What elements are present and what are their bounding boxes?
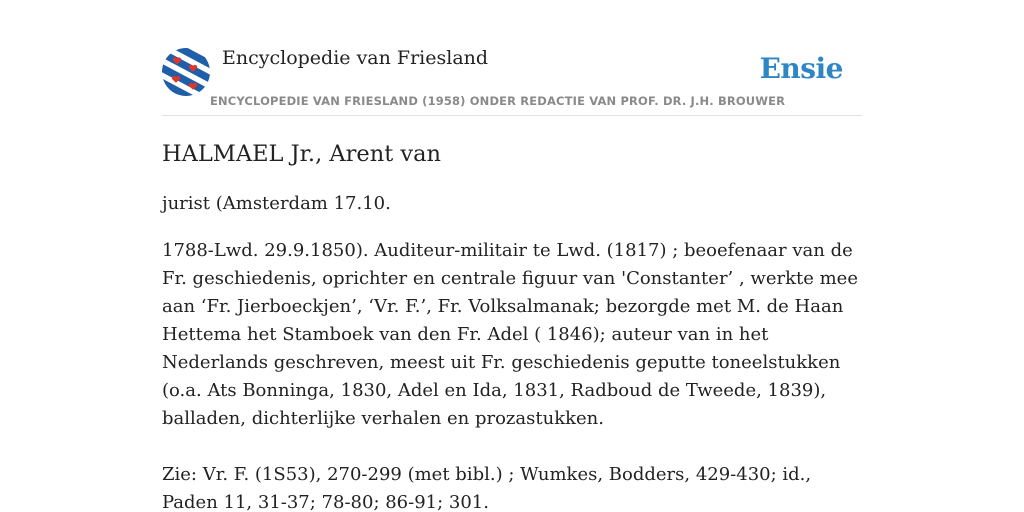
entry-references: Zie: Vr. F. (1S53), 270-299 (met bibl.) ; Wumkes, Bodders, 429-430; id., Paden 11, 31-37; 78-80; 86-91; 301. [162, 464, 812, 512]
entry-intro: jurist (Amsterdam 17.10. [162, 193, 391, 214]
site-header [162, 44, 862, 116]
site-name-link[interactable]: Encyclopedie van Friesland [222, 47, 489, 69]
article [162, 138, 862, 512]
ensie-brand-link[interactable]: Ensie [759, 52, 843, 85]
header-divider [162, 115, 862, 116]
encyclopedia-subtitle: ENCYCLOPEDIE VAN FRIESLAND (1958) ONDER REDACTIE VAN PROF. DR. J.H. BROUWER [210, 94, 786, 108]
frisian-flag-icon[interactable] [162, 48, 210, 96]
entry-title: HALMAEL Jr., Arent van [162, 141, 441, 167]
entry-body: 1788-Lwd. 29.9.1850). Auditeur-militair te Lwd. (1817) ; beoefenaar van de Fr. geschiedenis, oprichter en centrale figuur van 'Constanter’ , werkte mee aan ‘Fr. Jierboeckjen’, ‘Vr. F.’, Fr. Volksalmanak; bezorgde met M. de Haan Hettema het Stamboek van den Fr. Adel ( 1846); auteur van in het Nederlands geschreven, meest uit Fr. geschiedenis geputte toneelstukken (o.a. Ats Bonninga, 1830, Adel en Ida, 1831, Radboud de Tweede, 1839), balladen, dichterlijke verhalen en prozastukken. [162, 240, 858, 429]
